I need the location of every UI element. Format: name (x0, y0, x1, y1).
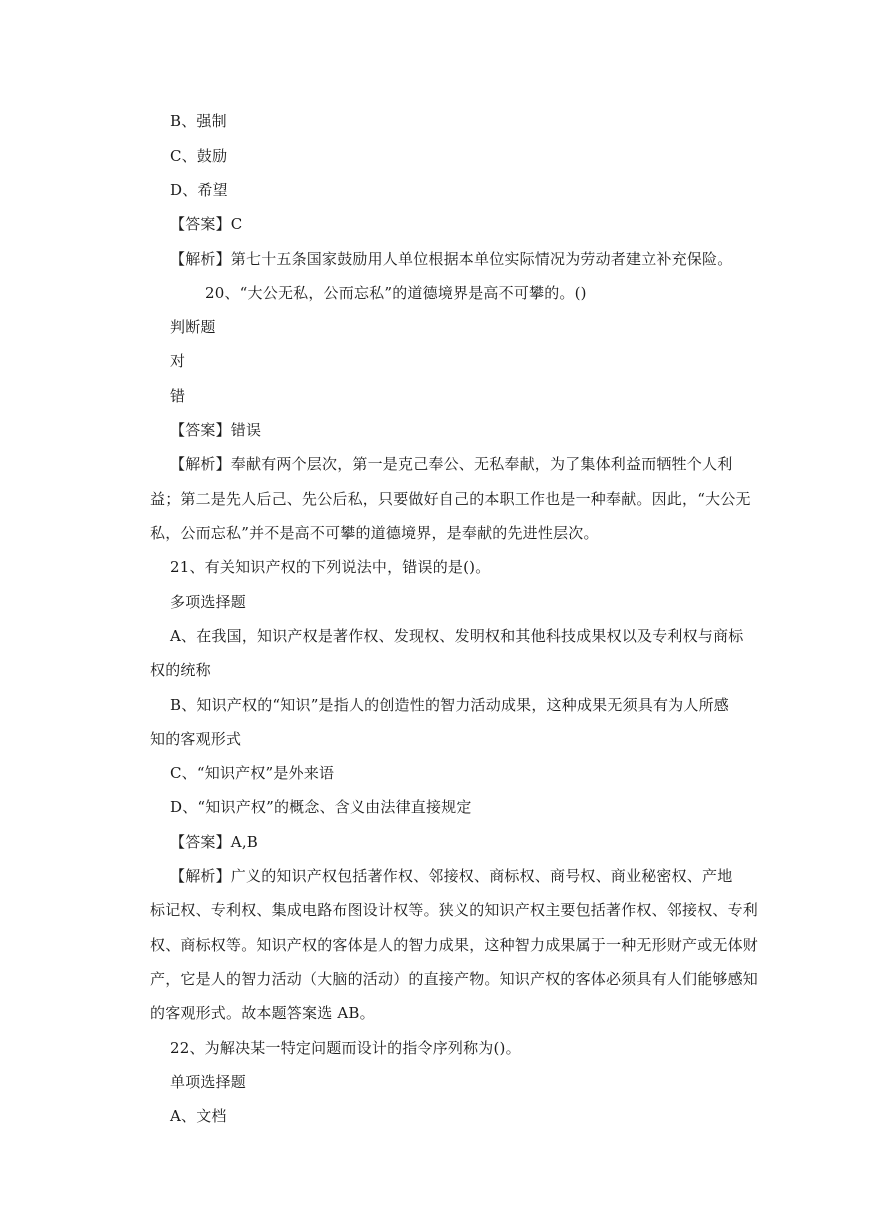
analysis-line: 标记权、专利权、集成电路布图设计权等。狭义的知识产权主要包括著作权、邻接权、专利 (150, 901, 759, 919)
question-type: 多项选择题 (170, 593, 247, 611)
answer: 【答案】错误 (170, 421, 262, 439)
question-type: 单项选择题 (170, 1073, 247, 1091)
analysis-line: 私，公而忘私”并不是高不可攀的道德境界，是奉献的先进性层次。 (150, 524, 599, 542)
question-22: 22、为解决某一特定问题而设计的指令序列称为()。 (170, 1039, 521, 1057)
answer: 【答案】A,B (170, 833, 259, 851)
option-true: 对 (170, 352, 186, 370)
analysis-line: 【解析】广义的知识产权包括著作权、邻接权、商标权、商号权、商业秘密权、产地 (170, 867, 733, 885)
analysis-line: 的客观形式。故本题答案选 AB。 (150, 1004, 375, 1022)
option-false: 错 (170, 387, 186, 405)
option-c: C、“知识产权”是外来语 (170, 764, 335, 782)
question-type: 判断题 (170, 318, 216, 336)
option-d: D、希望 (170, 181, 228, 199)
analysis-line: 【解析】奉献有两个层次，第一是克己奉公、无私奉献，为了集体利益而牺牲个人利 (170, 455, 733, 473)
option-a: A、文档 (170, 1107, 227, 1125)
analysis-line: 产，它是人的智力活动（大脑的活动）的直接产物。知识产权的客体必须具有人们能够感知 (150, 970, 759, 988)
option-c: C、鼓励 (170, 147, 228, 165)
question-20: 20、“大公无私，公而忘私”的道德境界是高不可攀的。() (205, 284, 587, 302)
option-b-cont: 知的客观形式 (150, 730, 242, 748)
analysis-line: 益；第二是先人后己、先公后私，只要做好自己的本职工作也是一种奉献。因此，“大公无 (150, 490, 751, 508)
option-b: B、知识产权的“知识”是指人的创造性的智力活动成果，这种成果无须具有为人所感 (170, 696, 729, 714)
option-d: D、“知识产权”的概念、含义由法律直接规定 (170, 798, 472, 816)
question-21: 21、有关知识产权的下列说法中，错误的是()。 (170, 558, 491, 576)
analysis: 【解析】第七十五条国家鼓励用人单位根据本单位实际情况为劳动者建立补充保险。 (170, 250, 733, 268)
analysis-line: 权、商标权等。知识产权的客体是人的智力成果，这种智力成果属于一种无形财产或无体财 (150, 936, 759, 954)
answer: 【答案】C (170, 215, 243, 233)
option-a: A、在我国，知识产权是著作权、发现权、发明权和其他科技成果权以及专利权与商标 (170, 627, 744, 645)
option-b: B、强制 (170, 112, 227, 130)
option-a-cont: 权的统称 (150, 661, 211, 679)
